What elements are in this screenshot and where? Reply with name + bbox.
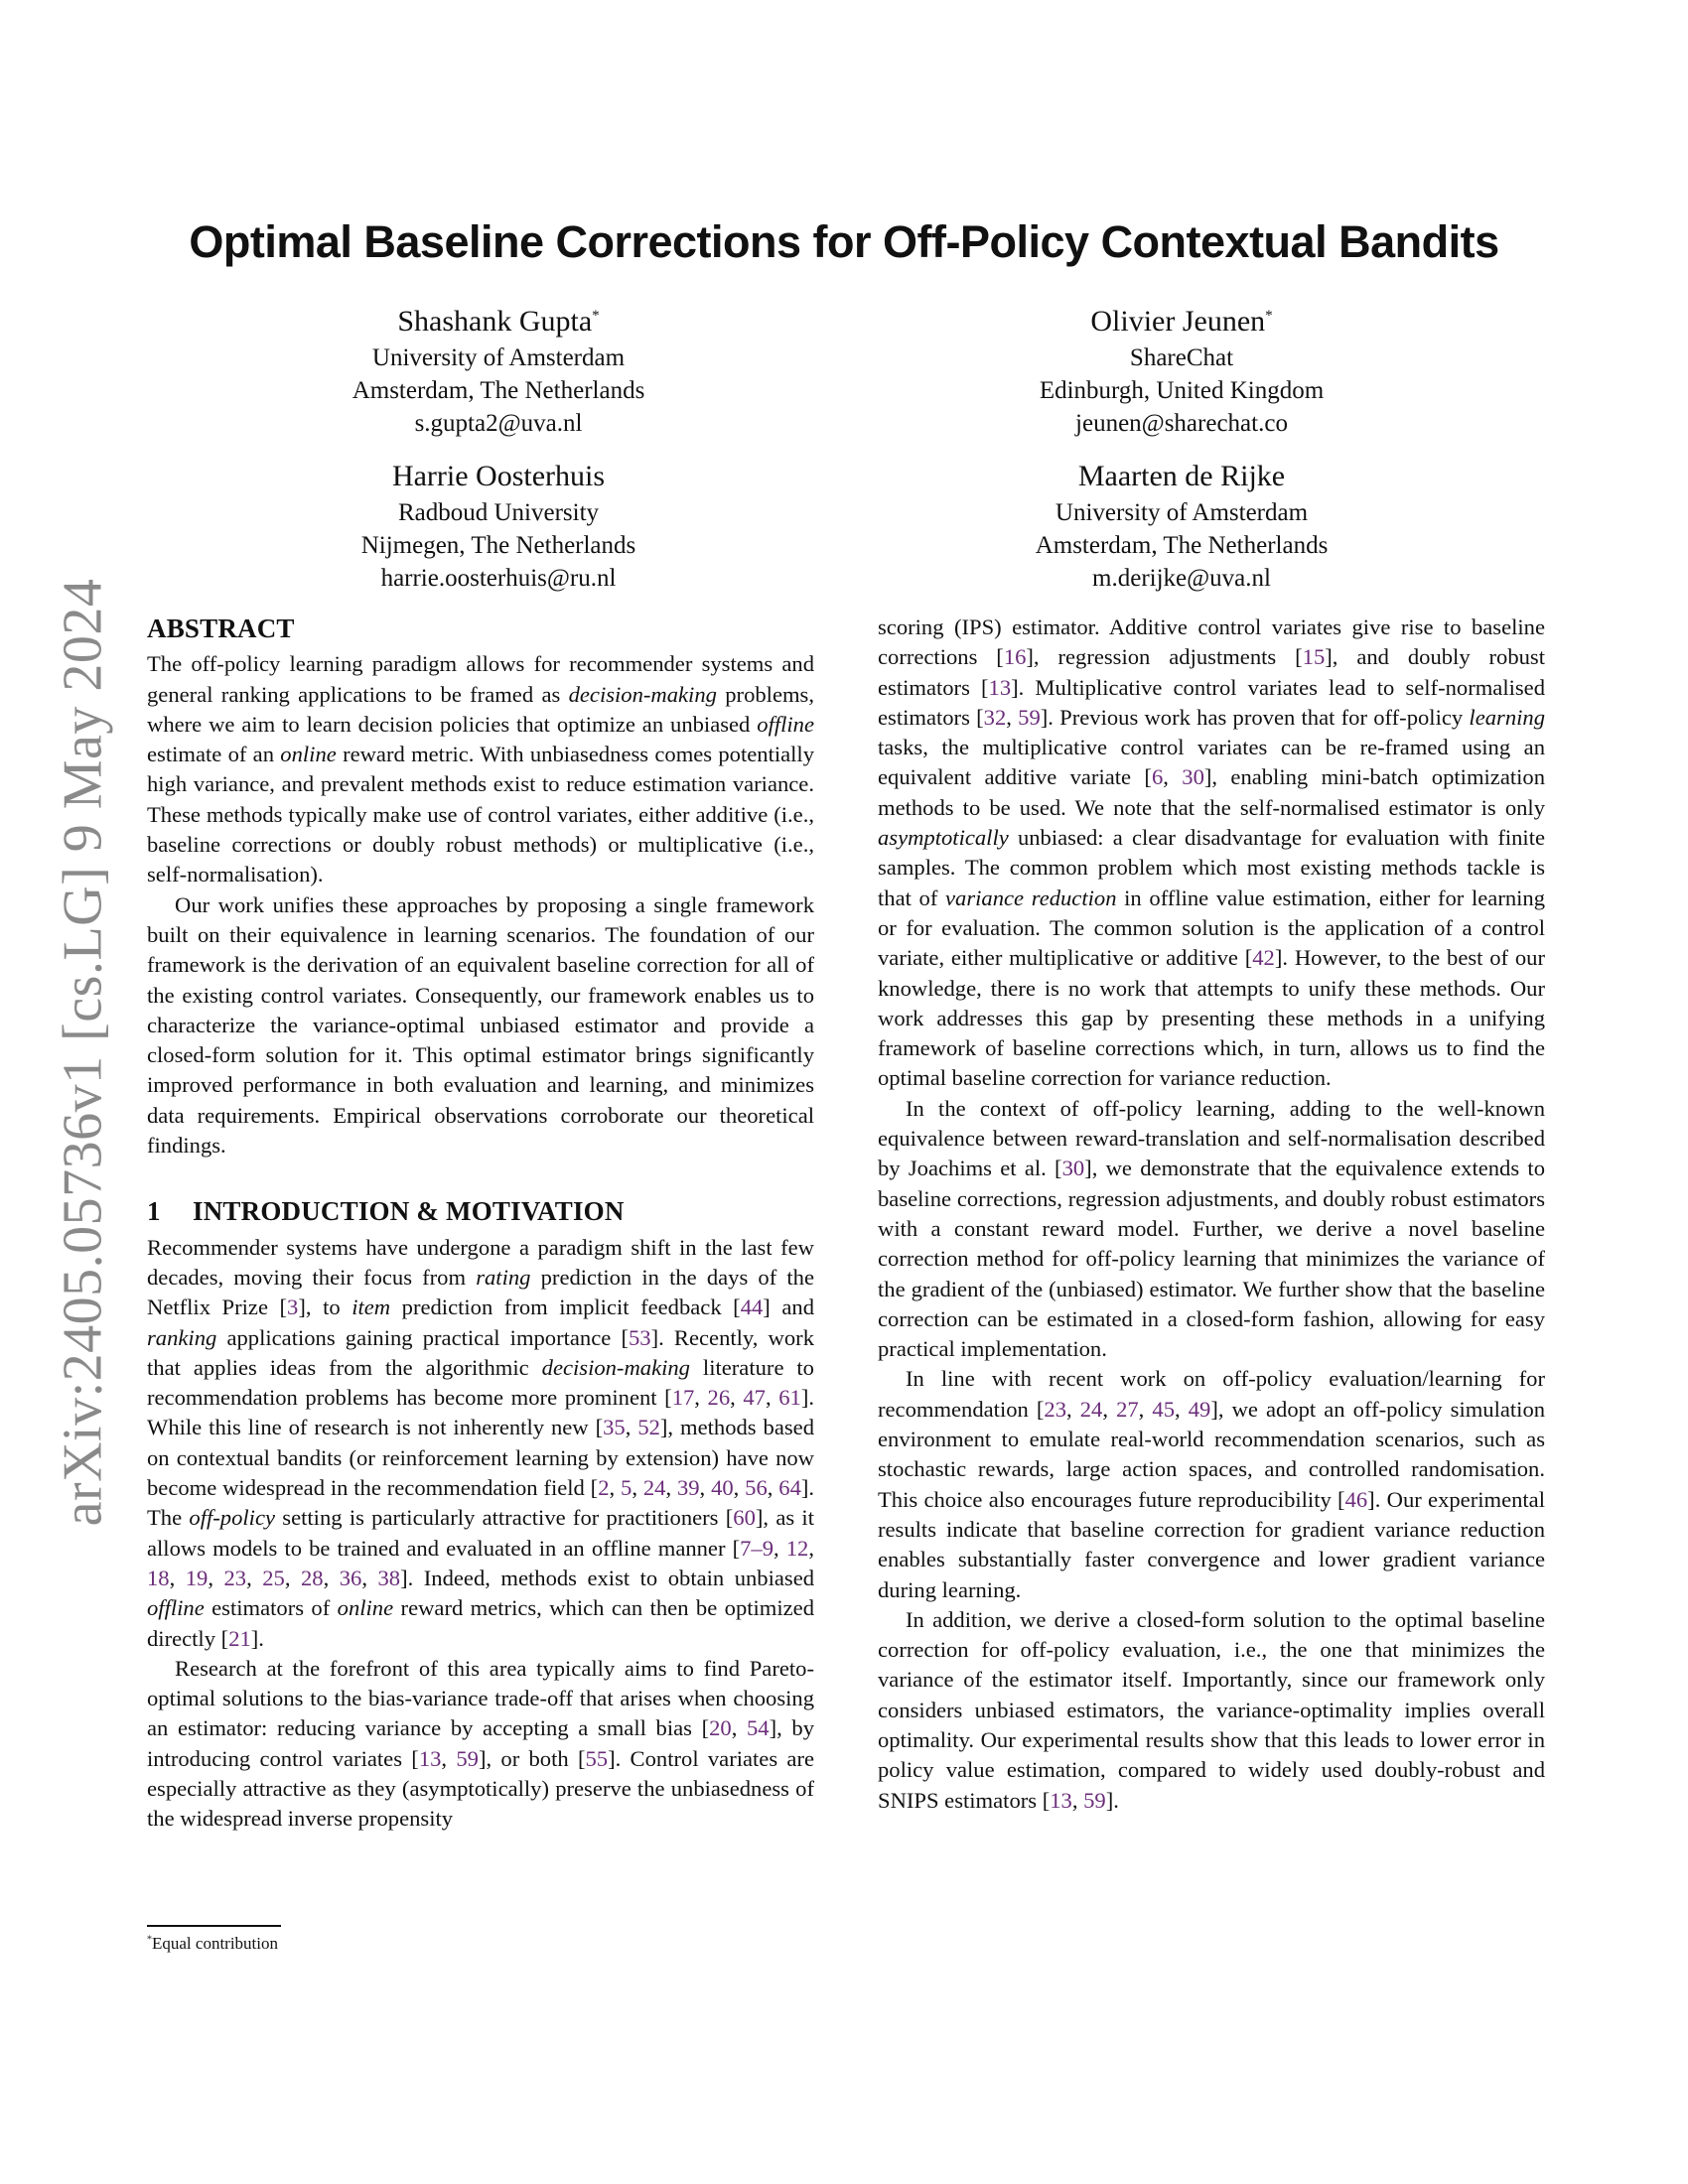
citation-link[interactable]: 59 <box>456 1745 479 1771</box>
body-paragraph: In the context of off-policy learning, adding to the well-known equivalence between reward-translation and self-normalisation described by Joachims et al. [30], we demonstrate that the equivalence extends to baseline corrections, regression adjustments, and doubly robust estimators with a constant reward model. Further, we derive a novel baseline correction method for off-policy learning that minimizes the variance of the gradient of the (unbiased) estimator. We further show that the baseline correction can be estimated in a closed-form fashion, allowing for easy practical implementation. <box>878 1095 1545 1362</box>
section-heading <box>147 1196 814 1226</box>
left-column <box>147 614 814 1835</box>
emphasis: asymptotically <box>878 825 1009 851</box>
citation-link[interactable]: 59 <box>1018 704 1041 730</box>
author-location: Nijmegen, The Netherlands <box>360 532 636 559</box>
citation-link[interactable]: 64 <box>778 1475 801 1501</box>
citation-link[interactable]: 54 <box>746 1715 770 1741</box>
body-paragraph: Recommender systems have undergone a paradigm shift in the last few decades, moving their focus from rating prediction in the days of the Netflix Prize [3], to item prediction from implicit feedback [44] and ranking applications gaining practical importance [53]. Recently, work that applies ideas from the algorithmic decision-making literature to recommendation problems has become more prominent [17, 26, 47, 61]. While this line of research is not inherently new [35, 52], methods based on contextual bandits (or reinforcement learning by extension) have now become widespread in the recommendation field [2, 5, 24, 39, 40, 56, 64]. The off-policy setting is particularly attractive for practitioners [60], as it allows models to be trained and evaluated in an offline manner [7–9, 12, 18, 19, 23, 25, 28, 36, 38]. Indeed, methods exist to obtain unbiased offline estimators of online reward metrics, which can then be optimized directly [21]. <box>147 1234 815 1651</box>
citation-link[interactable]: 24 <box>642 1475 666 1501</box>
citation-link[interactable]: 26 <box>707 1385 731 1411</box>
citation-link[interactable]: 27 <box>1116 1396 1139 1422</box>
emphasis: offline <box>757 711 814 737</box>
author-affiliation: University of Amsterdam <box>1055 499 1309 526</box>
emphasis: online <box>280 742 337 767</box>
citation-link[interactable]: 12 <box>785 1535 809 1561</box>
emphasis: rating <box>476 1264 531 1290</box>
author-block <box>240 296 757 440</box>
section-number: 1 <box>147 1196 161 1227</box>
author-location: Edinburgh, United Kingdom <box>1039 377 1325 404</box>
citation-link[interactable]: 60 <box>733 1505 756 1531</box>
author-name: Shashank Gupta* <box>397 305 600 338</box>
citation-link[interactable]: 2 <box>598 1475 610 1501</box>
citation-link[interactable]: 15 <box>1302 644 1326 670</box>
citation-link[interactable]: 17 <box>671 1385 695 1411</box>
citation-link[interactable]: 13 <box>418 1745 442 1771</box>
abstract-paragraph: The off-policy learning paradigm allows for recommender systems and general ranking applications to be framed as decision-making problems, where we aim to learn decision policies that optimize an unbiased offline estimate of an online reward metric. With unbiasedness comes potentially high variance, and prevalent methods exist to reduce estimation variance. These methods typically make use of control variates, either additive (i.e., baseline corrections or doubly robust methods) or multiplicative (i.e., self-normalisation). <box>147 651 815 887</box>
citation-link[interactable]: 38 <box>377 1565 401 1590</box>
abstract-heading: ABSTRACT <box>147 614 295 643</box>
author-email[interactable]: s.gupta2@uva.nl <box>414 410 583 437</box>
citation-link[interactable]: 3 <box>287 1295 299 1320</box>
section-title: INTRODUCTION & MOTIVATION <box>193 1196 625 1227</box>
emphasis: variance reduction <box>945 885 1117 910</box>
right-column <box>878 613 1545 1816</box>
citation-link[interactable]: 46 <box>1344 1486 1368 1512</box>
citation-link[interactable]: 59 <box>1083 1787 1106 1813</box>
body-paragraph: In addition, we derive a closed-form solution to the optimal baseline correction for off-policy evaluation, i.e., the one that minimizes the variance of the estimator itself. Importantly, since our framework only considers unbiased estimators, the variance-optimality implies overall optimality. Our experimental results show that this leads to lower error in policy value estimation, compared to widely used doubly-robust and SNIPS estimators [13, 59]. <box>878 1606 1545 1813</box>
citation-link[interactable]: 35 <box>603 1415 626 1440</box>
emphasis: off-policy <box>189 1505 276 1531</box>
footnote-rule <box>147 1925 281 1927</box>
author-name: Harrie Oosterhuis <box>391 460 606 492</box>
citation-link[interactable]: 61 <box>778 1385 801 1411</box>
citation-link[interactable]: 18 <box>147 1565 170 1590</box>
author-location: Amsterdam, The Netherlands <box>1035 532 1329 559</box>
citation-link[interactable]: 52 <box>637 1415 660 1440</box>
author-name: Olivier Jeunen* <box>1090 305 1273 338</box>
body-paragraph-continued: scoring (IPS) estimator. Additive control variates give rise to baseline corrections [16], regression adjustments [15], and doubly robust estimators [13]. Multiplicative control variates lead to self-normalised estimators [32, 59]. Previous work has proven that for off-policy learning tasks, the multiplicative control variates can be re-framed using an equivalent additive variate [6, 30], enabling mini-batch optimization methods to be used. We note that the self-normalised estimator is only asymptotically unbiased: a clear disadvantage for evaluation with finite samples. The common problem which most existing methods tackle is that of variance reduction in offline value estimation, either for learning or for evaluation. The common solution is the application of a control variate, either multiplicative or additive [42]. However, to the best of our knowledge, there is no work that attempts to unify these methods. Our work addresses this gap by presenting these methods in a unifying framework of baseline corrections which, in turn, allows us to find the optimal baseline correction for variance reduction. <box>878 614 1546 1091</box>
author-name: Maarten de Rijke <box>1077 460 1286 492</box>
citation-link[interactable]: 40 <box>711 1475 734 1501</box>
author-affiliation: Radboud University <box>397 499 600 526</box>
arxiv-stamp-text: arXiv:2405.05736v1 [cs.LG] 9 May 2024 <box>52 578 113 1527</box>
emphasis: online <box>337 1595 394 1621</box>
citation-link[interactable]: 13 <box>1050 1787 1072 1813</box>
citation-link[interactable]: 13 <box>988 674 1012 700</box>
citation-link[interactable]: 47 <box>743 1385 766 1411</box>
citation-link[interactable]: 23 <box>1044 1396 1067 1422</box>
emphasis: item <box>352 1295 391 1320</box>
citation-link[interactable]: 49 <box>1188 1396 1211 1422</box>
citation-link[interactable]: 25 <box>262 1565 285 1590</box>
citation-link[interactable]: 28 <box>301 1565 324 1590</box>
citation-link[interactable]: 6 <box>1151 764 1164 790</box>
author-location: Amsterdam, The Netherlands <box>352 377 645 404</box>
author-block <box>923 457 1440 595</box>
author-email[interactable]: harrie.oosterhuis@ru.nl <box>380 565 617 592</box>
citation-link[interactable]: 56 <box>745 1475 768 1501</box>
citation-link[interactable]: 53 <box>628 1324 651 1350</box>
body-paragraph: Research at the forefront of this area typically aims to find Pareto-optimal solutions to the bias-variance trade-off that arises when choosing an estimator: reducing variance by accepting a small bias [20, 54], by introducing control variates [13, 59], or both [55]. Control variates are especially attractive as they (asymptotically) preserve the unbiasedness of the widespread inverse propensity <box>147 1655 815 1832</box>
citation-link[interactable]: 21 <box>228 1625 251 1651</box>
citation-link[interactable]: 44 <box>740 1295 764 1320</box>
citation-link[interactable]: 39 <box>676 1475 700 1501</box>
citation-link[interactable]: 36 <box>339 1565 362 1590</box>
body-paragraph: In line with recent work on off-policy evaluation/learning for recommendation [23, 24, 27, 45, 49], we adopt an off-policy simulation environment to emulate real-world recommendation scenarios, such as stochastic rewards, large action spaces, and controlled randomisation. This choice also encourages future reproducibility [46]. Our experimental results indicate that baseline correction for gradient variance reduction enables substantially faster convergence and lower gradient variance during learning. <box>878 1366 1546 1602</box>
emphasis: learning <box>1469 704 1545 730</box>
citation-link[interactable]: 5 <box>621 1475 633 1501</box>
citation-link[interactable]: 32 <box>983 704 1007 730</box>
citation-link[interactable]: 30 <box>1182 764 1204 790</box>
citation-link[interactable]: 24 <box>1079 1396 1103 1422</box>
paper-title: Optimal Baseline Corrections for Off-Policy Contextual Bandits <box>189 216 1499 267</box>
citation-link[interactable]: 23 <box>223 1565 247 1590</box>
author-affiliation: University of Amsterdam <box>371 344 626 371</box>
emphasis: offline <box>147 1595 205 1621</box>
author-email[interactable]: m.derijke@uva.nl <box>1092 565 1271 592</box>
citation-link[interactable]: 42 <box>1252 945 1275 971</box>
author-block <box>923 296 1440 440</box>
citation-link[interactable]: 45 <box>1152 1396 1175 1422</box>
emphasis: decision-making <box>541 1354 690 1380</box>
author-affiliation: ShareChat <box>1129 344 1234 371</box>
citation-link[interactable]: 19 <box>185 1565 209 1590</box>
citation-link[interactable]: 7–9 <box>740 1535 774 1561</box>
author-email[interactable]: jeunen@sharechat.co <box>1075 410 1288 437</box>
author-block <box>240 457 757 595</box>
citation-link[interactable]: 20 <box>709 1715 732 1741</box>
emphasis: decision-making <box>568 681 717 707</box>
emphasis: ranking <box>147 1324 217 1350</box>
citation-link[interactable]: 30 <box>1061 1156 1085 1181</box>
citation-link[interactable]: 55 <box>585 1745 609 1771</box>
abstract-paragraph: Our work unifies these approaches by proposing a single framework built on their equivalence in learning scenarios. The foundation of our framework is the derivation of an equivalent baseline correction for all of the existing control variates. Consequently, our framework enables us to characterize the variance-optimal unbiased estimator and provide a closed-form solution for it. This optimal estimator brings significantly improved performance in both evaluation and learning, and minimizes data requirements. Empirical observations corroborate our theoretical findings. <box>147 891 814 1159</box>
citation-link[interactable]: 16 <box>1003 644 1027 670</box>
footnote: *Equal contribution <box>147 1934 279 1953</box>
arxiv-stamp <box>38 566 127 1539</box>
